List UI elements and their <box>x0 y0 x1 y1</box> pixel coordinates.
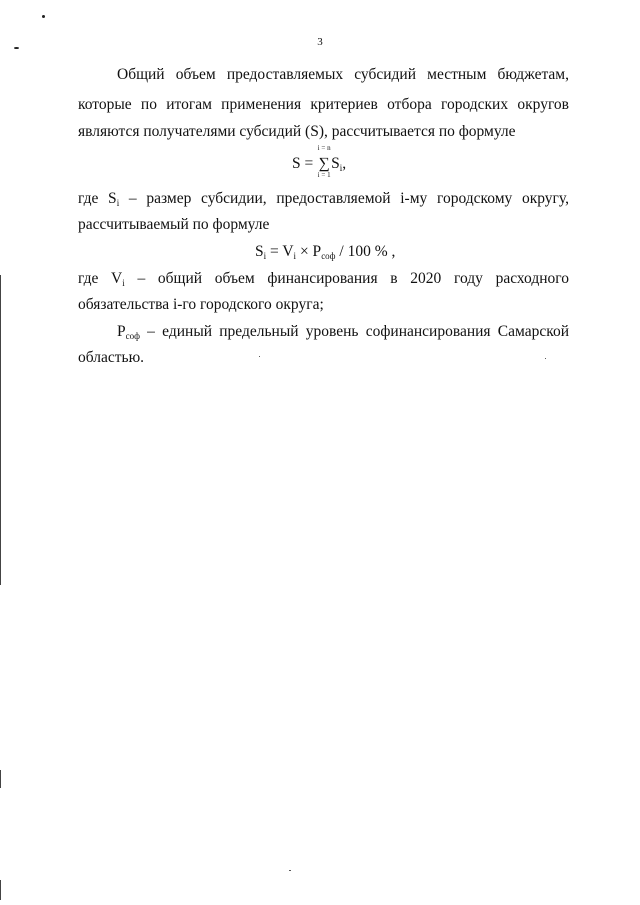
paragraph-1-line-3: являются получателями субсидий (S), рассчитывается по формуле <box>78 123 516 140</box>
page-number: 3 <box>317 36 323 48</box>
formula-term-subscript: i <box>339 163 343 173</box>
scan-speck <box>289 870 291 871</box>
formula2-rest: / 100 % , <box>335 243 396 260</box>
formula-term: S <box>331 155 340 172</box>
formula-equals: = <box>304 155 314 172</box>
summation-lower-limit: i = 1 <box>317 171 331 179</box>
paragraph-4-line-1 <box>117 323 569 345</box>
summation-symbol <box>317 144 331 179</box>
scan-speck <box>42 15 45 18</box>
paragraph-4-rest: – единый предельный уровень софинансирования Самарской <box>139 323 569 340</box>
paragraph-4-line-2: областью. <box>78 349 145 366</box>
paragraph-1-line-1: Общий объем предоставляемых субсидий местным бюджетам, <box>117 66 569 83</box>
formula2-v-subscript: i <box>293 251 297 261</box>
scan-speck <box>545 358 546 359</box>
scan-edge-mark <box>0 275 1 585</box>
paragraph-1-line-2: которые по итогам применения критериев отбора городских округов <box>78 96 569 113</box>
formula-tail: , <box>342 155 347 172</box>
paragraph-2-line-1 <box>78 190 569 212</box>
paragraph-2-rest: – размер субсидии, предоставляемой i-му городскому округу, <box>119 190 569 207</box>
paragraph-3-line-2: обязательства i-го городского округа; <box>78 296 324 313</box>
formula-total-subsidy <box>292 144 347 179</box>
paragraph-3-subscript: i <box>122 278 125 288</box>
formula2-p-subscript: соф <box>321 251 336 261</box>
formula2-equals-v: = V <box>266 243 294 260</box>
formula2-lhs: S <box>255 243 264 260</box>
paragraph-4-subscript: соф <box>125 331 140 341</box>
paragraph-3-prefix: где V <box>78 270 123 287</box>
scan-speck <box>259 356 260 357</box>
sigma-glyph: ∑ <box>318 155 330 172</box>
summation-upper-limit: i = n <box>317 144 331 152</box>
paragraph-4-prefix: P <box>117 323 126 340</box>
formula-lhs: S <box>292 155 301 172</box>
paragraph-2-prefix: где S <box>78 190 117 207</box>
paragraph-2-line-2: рассчитываемый по формуле <box>78 216 270 233</box>
formula2-times-p: × P <box>296 243 322 260</box>
paragraph-3-line-1 <box>78 270 569 292</box>
scan-edge-mark <box>0 880 1 900</box>
formula-subsidy-per-district <box>255 243 395 265</box>
formula2-lhs-subscript: i <box>263 251 267 261</box>
paragraph-2-subscript: i <box>116 198 120 208</box>
paragraph-3-rest: – общий объем финансирования в 2020 году расходного <box>124 270 570 287</box>
scan-edge-mark <box>0 770 1 788</box>
